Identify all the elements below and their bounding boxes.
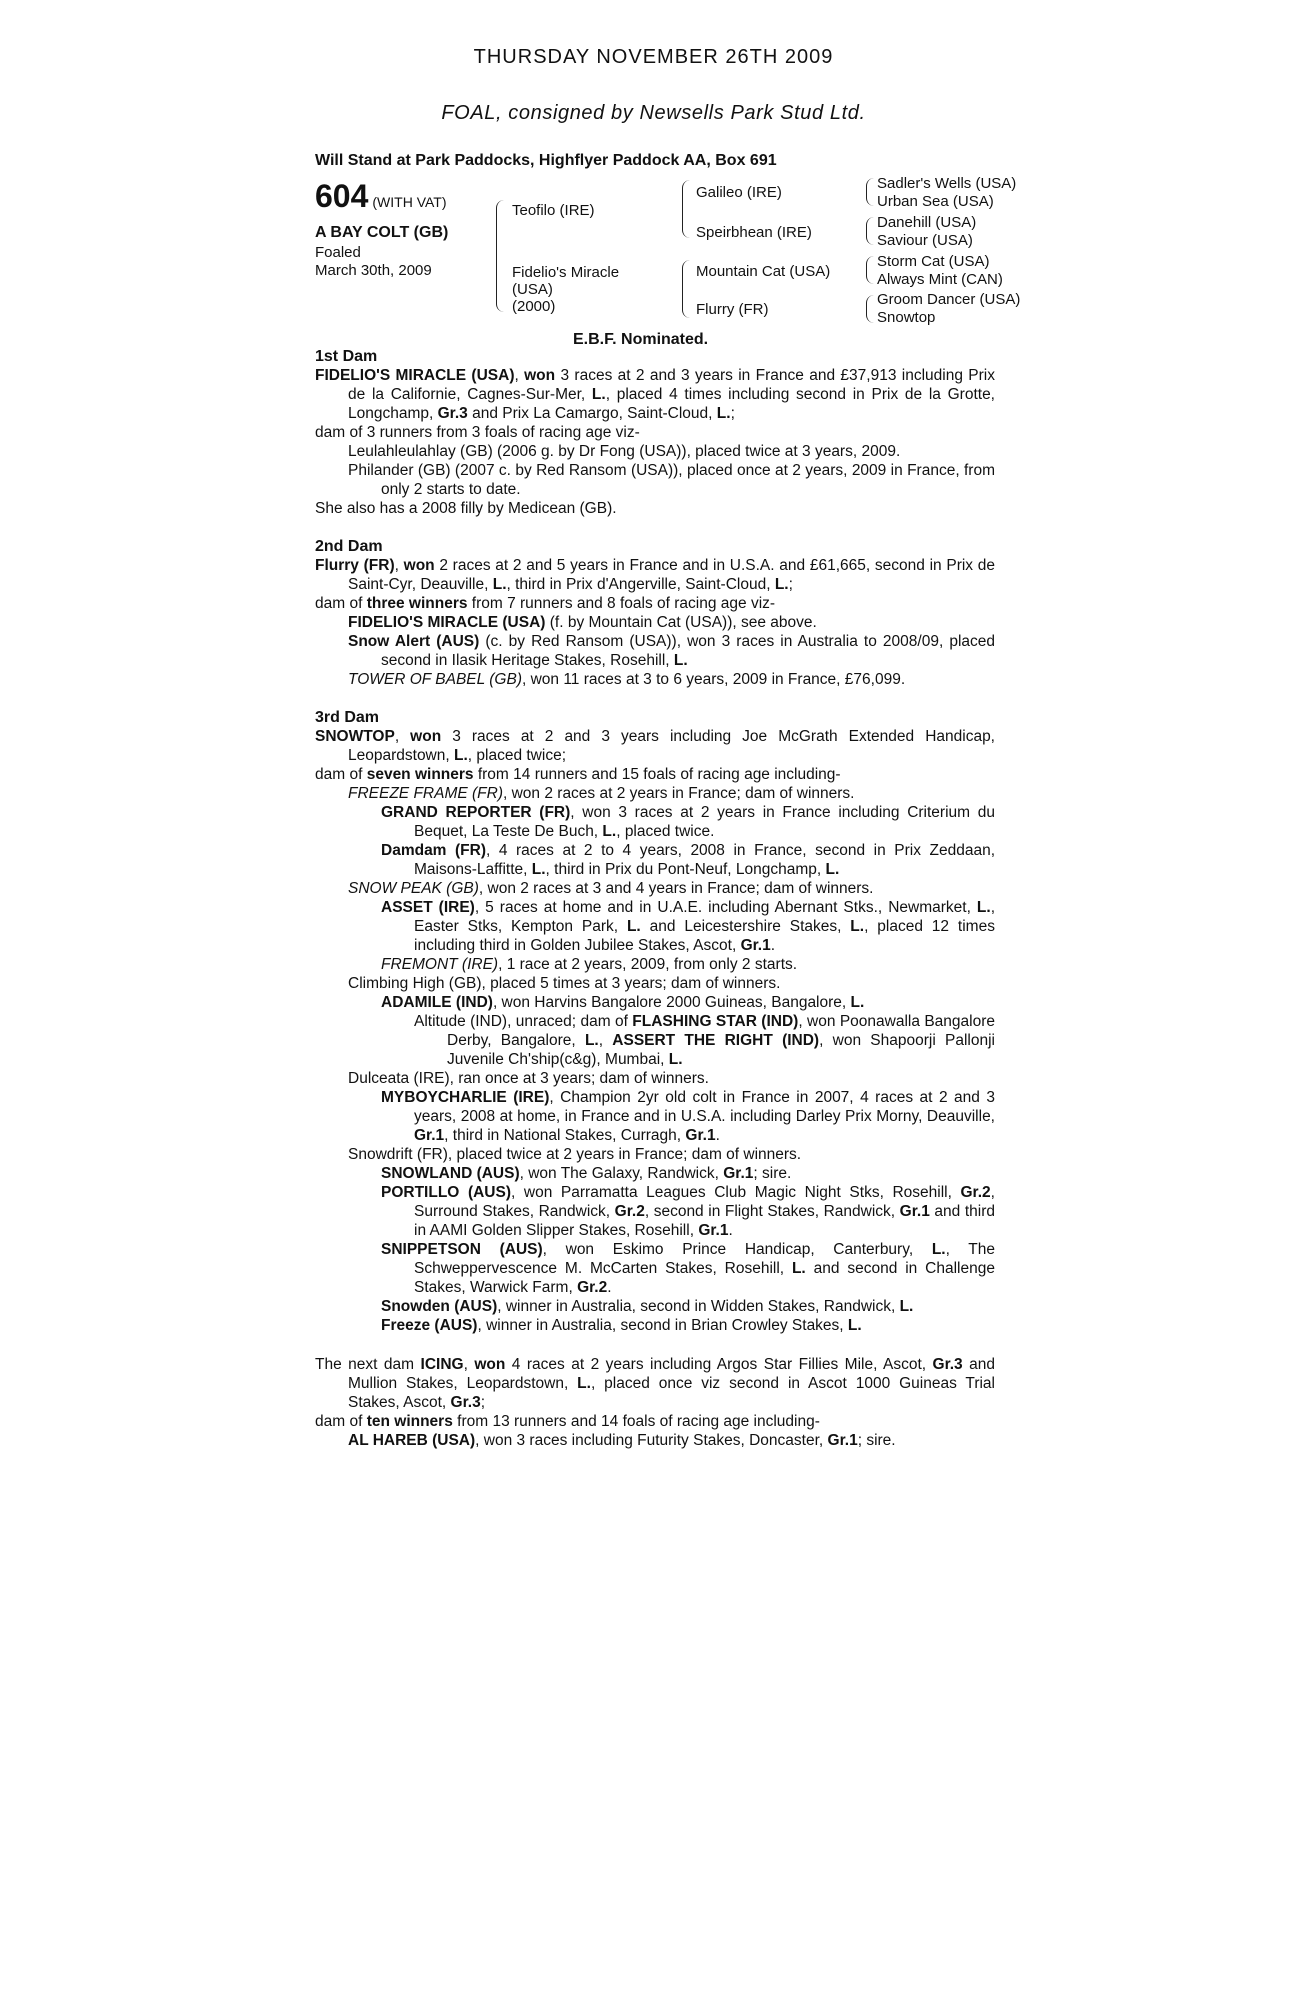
produce-text: , The Schweppervescence M. McCarten Stakes, Rosehill,	[414, 1241, 996, 1277]
produce-text: and second in Challenge Stakes, Warwick Farm,	[414, 1260, 995, 1296]
record-text: , placed twice;	[467, 747, 566, 764]
produce-name: ASSET (IRE)	[381, 899, 475, 916]
produce-line: Dulceata (IRE), ran once at 3 years; dam of winners.	[348, 1070, 709, 1087]
group-mark: Gr.1	[685, 1127, 716, 1144]
ped-dds: Groom Dancer (USA)	[877, 291, 1021, 308]
produce-line	[315, 670, 995, 689]
produce-text: ,	[598, 1032, 613, 1049]
produce-name: SNIPPETSON (AUS)	[381, 1241, 543, 1258]
listed-mark: L.	[931, 1241, 946, 1258]
produce-name: FREMONT (IRE)	[381, 956, 499, 973]
lot-number-line	[315, 178, 447, 215]
winners-count: ten winners	[366, 1413, 453, 1430]
produce-text: , 4 races at 2 to 4 years, 2008 in France, second in Prix Zeddaan, Maisons-Laffitte,	[414, 842, 996, 878]
produce-line	[315, 1012, 995, 1069]
summary-text: from 13 runners and 14 foals of racing age including-	[452, 1413, 820, 1430]
ped-ddd: Snowtop	[877, 309, 936, 326]
produce-line	[315, 1297, 995, 1316]
brace-gen3-b	[866, 217, 875, 245]
produce-text: , won The Galaxy, Randwick,	[519, 1165, 724, 1182]
record-text: 4 races at 2 years including Argos Star Fillies Mile, Ascot,	[505, 1356, 933, 1373]
produce-text: and Leicestershire Stakes,	[640, 918, 851, 935]
foaled-date: March 30th, 2009	[315, 262, 432, 279]
produce-text: .	[728, 1222, 733, 1239]
produce-line	[315, 784, 995, 803]
ped-sire: Teofilo (IRE)	[512, 202, 595, 219]
produce-line: Philander (GB) (2007 c. by Red Ransom (USA)), placed once at 2 years, 2009 in France, from only 2 starts to date.	[348, 462, 995, 498]
foaled-label: Foaled	[315, 244, 361, 261]
produce-text: , Easter Stks, Kempton Park,	[414, 899, 995, 935]
third-dam-record: SNOWTOP, won 3 races at 2 and 3 years including Joe McGrath Extended Handicap, Leopardstown, L., placed twice;	[315, 728, 995, 764]
won-label: won	[410, 728, 442, 745]
group-mark: Gr.2	[960, 1184, 991, 1201]
third-dam-name: SNOWTOP	[315, 728, 395, 745]
second-dam-record: Flurry (FR), won 2 races at 2 and 5 years in France and in U.S.A. and £61,665, second in Prix de Saint-Cyr, Deauville, L., third in Prix d'Angerville, Saint-Cloud, L.;	[315, 557, 995, 593]
record-text: 2 races at 2 and 5 years in France and in U.S.A. and £61,665, second in Prix de Saint-Cyr, Deauville,	[348, 557, 995, 593]
brace-gen3-d	[866, 295, 875, 323]
listed-mark: L.	[577, 1375, 591, 1392]
produce-text: , Surround Stakes, Randwick,	[414, 1184, 995, 1220]
produce-name: FIDELIO'S MIRACLE (USA)	[348, 614, 546, 631]
record-text: , placed 4 times including second in Prix de la Grotte, Longchamp,	[348, 386, 995, 422]
group-mark: Gr.3	[450, 1394, 481, 1411]
produce-name: AL HAREB (USA)	[348, 1432, 476, 1449]
consignor-line: FOAL, consigned by Newsells Park Stud Ltd.	[441, 102, 866, 124]
produce-name: ADAMILE (IND)	[381, 994, 493, 1011]
produce-text: , winner in Australia, second in Brian Crowley Stakes,	[477, 1317, 848, 1334]
produce-line	[315, 1164, 995, 1183]
brace-gen3-a	[866, 178, 875, 206]
won-label: won	[474, 1356, 506, 1373]
produce-name: SNOW PEAK (GB)	[348, 880, 479, 897]
produce-line	[315, 1088, 995, 1145]
summary-text: dam of	[315, 1413, 367, 1430]
produce-line	[315, 632, 995, 670]
winners-count: three winners	[366, 595, 468, 612]
ped-sdd: Saviour (USA)	[877, 232, 973, 249]
produce-line	[315, 1431, 995, 1450]
produce-line	[315, 803, 995, 841]
listed-mark: L.	[668, 1051, 683, 1068]
produce-text: , won Parramatta Leagues Club Magic Night Stks, Rosehill,	[511, 1184, 961, 1201]
listed-mark: L.	[976, 899, 991, 916]
produce-note: She also has a 2008 filly by Medicean (GB).	[315, 500, 617, 517]
ped-sire-dam: Speirbhean (IRE)	[696, 224, 812, 241]
listed-mark: L.	[850, 918, 865, 935]
produce-text: (c. by Red Ransom (USA)), won 3 races in Australia to 2008/09, placed second in Ilasik Heritage Stakes, Rosehill,	[381, 633, 995, 669]
ebf-nominated: E.B.F. Nominated.	[573, 331, 709, 348]
produce-line	[315, 898, 995, 955]
produce-text: and third in AAMI Golden Slipper Stakes, Rosehill,	[414, 1203, 995, 1239]
fourth-dam-produce-summary	[315, 1412, 995, 1431]
second-dam-section	[315, 537, 995, 689]
produce-line	[315, 1183, 995, 1240]
ped-sds: Danehill (USA)	[877, 214, 977, 231]
group-mark: Gr.1	[723, 1165, 754, 1182]
won-label: won	[403, 557, 435, 574]
fourth-dam-section	[315, 1355, 995, 1450]
record-text: The next dam	[315, 1356, 421, 1373]
produce-line	[315, 1240, 995, 1297]
produce-text: , placed 12 times including third in Golden Jubilee Stakes, Ascot,	[414, 918, 995, 954]
record-text: and Mullion Stakes, Leopardstown,	[348, 1356, 995, 1392]
produce-text: (f. by Mountain Cat (USA)), see above.	[545, 614, 817, 631]
record-text: ,	[463, 1356, 475, 1373]
vat-note: (WITH VAT)	[372, 194, 447, 210]
produce-name: FREEZE FRAME (FR)	[348, 785, 503, 802]
first-dam-name: FIDELIO'S MIRACLE (USA)	[315, 367, 515, 384]
foaled-info	[315, 244, 475, 280]
first-dam-record: FIDELIO'S MIRACLE (USA), won 3 races at 2 and 3 years in France and £37,913 including Prix de la Californie, Cagnes-Sur-Mer, L., placed 4 times including second in Prix de la Grotte, Longchamp, Gr.3 and Prix La Camargo, Saint-Cloud, L.;	[315, 367, 995, 422]
produce-name: Snow Alert (AUS)	[348, 633, 480, 650]
fourth-dam-record	[315, 1355, 995, 1412]
ped-dam-sire: Mountain Cat (USA)	[696, 263, 831, 280]
ped-sss: Sadler's Wells (USA)	[877, 175, 1017, 192]
ped-sire-sire: Galileo (IRE)	[696, 184, 782, 201]
listed-mark: L.	[584, 1032, 599, 1049]
ped-dsd: Always Mint (CAN)	[877, 271, 1003, 288]
produce-line	[315, 993, 995, 1012]
first-dam-section	[315, 347, 995, 518]
produce-line	[315, 613, 995, 632]
listed-mark: L.	[531, 861, 546, 878]
produce-text: ; sire.	[753, 1165, 792, 1182]
record-text: and Prix La Camargo, Saint-Cloud,	[467, 405, 717, 422]
brace-gen2-sire	[682, 180, 691, 238]
produce-name: SNOWLAND (AUS)	[381, 1165, 520, 1182]
produce-name: GRAND REPORTER (FR)	[381, 804, 571, 821]
produce-text: , placed twice.	[616, 823, 715, 840]
produce-text: , second in Flight Stakes, Randwick,	[644, 1203, 900, 1220]
group-mark: Gr.3	[437, 405, 468, 422]
produce-text: , third in Prix du Pont-Neuf, Longchamp,	[545, 861, 826, 878]
record-text: ;	[788, 576, 793, 593]
record-text: ;	[730, 405, 735, 422]
listed-mark: L.	[899, 1298, 914, 1315]
listed-mark: L.	[626, 918, 641, 935]
summary-text: dam of	[315, 766, 367, 783]
produce-name: TOWER OF BABEL (GB)	[348, 671, 522, 688]
third-dam-produce-summary	[315, 765, 995, 784]
sale-date-header: THURSDAY NOVEMBER 26TH 2009	[473, 46, 834, 68]
second-dam-produce-summary	[315, 594, 995, 613]
group-mark: Gr.2	[614, 1203, 645, 1220]
second-dam-name: Flurry (FR)	[315, 557, 395, 574]
listed-mark: L.	[591, 386, 606, 403]
third-dam-section	[315, 708, 995, 1335]
produce-line: Leulahleulahlay (GB) (2006 g. by Dr Fong (USA)), placed twice at 3 years, 2009.	[348, 443, 901, 460]
summary-text: from 14 runners and 15 foals of racing age including-	[473, 766, 841, 783]
produce-text: , third in National Stakes, Curragh,	[444, 1127, 686, 1144]
listed-mark: L.	[791, 1260, 806, 1277]
fourth-dam-name: ICING	[420, 1356, 464, 1373]
first-dam-produce-summary: dam of 3 runners from 3 foals of racing age viz-	[315, 424, 640, 441]
record-text: ;	[480, 1394, 486, 1411]
lot-description: A BAY COLT (GB)	[315, 224, 449, 241]
group-mark: Gr.1	[899, 1203, 930, 1220]
produce-text: , 1 race at 2 years, 2009, from only 2 starts.	[498, 956, 798, 973]
produce-text: , won 3 races including Futurity Stakes, Doncaster,	[475, 1432, 828, 1449]
ped-dam-country: (USA)	[512, 281, 553, 298]
produce-text: , won Harvins Bangalore 2000 Guineas, Bangalore,	[492, 994, 851, 1011]
produce-text: , winner in Australia, second in Widden Stakes, Randwick,	[497, 1298, 900, 1315]
produce-text: , won Shapoorji Pallonji Juvenile Ch'ship(c&g), Mumbai,	[447, 1032, 995, 1068]
ped-dss: Storm Cat (USA)	[877, 253, 990, 270]
produce-line	[315, 879, 995, 898]
produce-text: , Champion 2yr old colt in France in 2007, 4 races at 2 and 3 years, 2008 at home, in France and in U.S.A. including Darley Prix Morny, Deauville,	[414, 1089, 995, 1125]
brace-gen1	[496, 200, 505, 312]
summary-text: from 7 runners and 8 foals of racing age viz-	[467, 595, 776, 612]
third-dam-heading: 3rd Dam	[315, 709, 380, 726]
brace-gen3-c	[866, 256, 875, 284]
ped-dam-year: (2000)	[512, 298, 556, 315]
brace-gen2-dam	[682, 260, 691, 318]
produce-line: Climbing High (GB), placed 5 times at 3 years; dam of winners.	[348, 975, 781, 992]
produce-line	[315, 1316, 995, 1335]
produce-line	[315, 955, 995, 974]
group-mark: Gr.3	[932, 1356, 963, 1373]
produce-text: .	[770, 937, 776, 954]
winners-count: seven winners	[366, 766, 474, 783]
produce-name: FLASHING STAR (IND)	[632, 1013, 799, 1030]
group-mark: Gr.1	[698, 1222, 729, 1239]
summary-text: dam of	[315, 595, 367, 612]
ped-dam-dam: Flurry (FR)	[696, 301, 769, 318]
second-dam-heading: 2nd Dam	[315, 538, 383, 555]
produce-text: Altitude (IND), unraced; dam of	[414, 1013, 633, 1030]
group-mark: Gr.1	[740, 937, 771, 954]
produce-text: , 5 races at home and in U.A.E. including Abernant Stks., Newmarket,	[474, 899, 977, 916]
listed-mark: L.	[602, 823, 617, 840]
listed-mark: L.	[492, 576, 507, 593]
record-text: 3 races at 2 and 3 years in France and £37,913 including Prix de la Californie, Cagnes-Sur-Mer,	[348, 367, 995, 403]
listed-mark: L.	[673, 652, 688, 669]
first-dam-heading: 1st Dam	[315, 348, 378, 365]
produce-text: , won 2 races at 3 and 4 years in France; dam of winners.	[478, 880, 874, 897]
produce-name: ASSERT THE RIGHT (IND)	[612, 1032, 820, 1049]
group-mark: Gr.2	[577, 1279, 608, 1296]
ped-ssd: Urban Sea (USA)	[877, 193, 994, 210]
produce-line: Snowdrift (FR), placed twice at 2 years in France; dam of winners.	[348, 1146, 802, 1163]
produce-text: , won 2 races at 2 years in France; dam of winners.	[503, 785, 855, 802]
won-label: won	[524, 367, 556, 384]
listed-mark: L.	[850, 994, 865, 1011]
produce-line	[315, 841, 995, 879]
produce-name: Snowden (AUS)	[381, 1298, 498, 1315]
ped-dam	[512, 264, 619, 315]
produce-text: , won 3 races at 2 years in France including Criterium du Bequet, La Teste De Buch,	[414, 804, 995, 840]
produce-text: , won Poonawalla Bangalore Derby, Bangalore,	[447, 1013, 995, 1049]
record-text: 3 races at 2 and 3 years including Joe McGrath Extended Handicap, Leopardstown,	[348, 728, 995, 764]
produce-name: PORTILLO (AUS)	[381, 1184, 511, 1201]
record-text: , placed once viz second in Ascot 1000 Guineas Trial Stakes, Ascot,	[348, 1375, 995, 1411]
produce-text: , won 11 races at 3 to 6 years, 2009 in France, £76,099.	[521, 671, 906, 688]
produce-name: Freeze (AUS)	[381, 1317, 478, 1334]
group-mark: Gr.1	[414, 1127, 445, 1144]
record-text: , third in Prix d'Angerville, Saint-Cloud,	[506, 576, 775, 593]
produce-text: , won Eskimo Prince Handicap, Canterbury,	[542, 1241, 932, 1258]
stand-location: Will Stand at Park Paddocks, Highflyer Paddock AA, Box 691	[315, 152, 777, 169]
lot-number: 604	[315, 178, 369, 214]
group-mark: Gr.1	[827, 1432, 858, 1449]
listed-mark: L.	[716, 405, 731, 422]
produce-name: Damdam (FR)	[381, 842, 486, 859]
listed-mark: L.	[825, 861, 840, 878]
produce-text: .	[607, 1279, 612, 1296]
listed-mark: L.	[454, 747, 468, 764]
listed-mark: L.	[847, 1317, 862, 1334]
listed-mark: L.	[774, 576, 789, 593]
produce-name: MYBOYCHARLIE (IRE)	[381, 1089, 550, 1106]
produce-text: ; sire.	[857, 1432, 896, 1449]
produce-text: .	[715, 1127, 720, 1144]
ped-dam-name: Fidelio's Miracle	[512, 264, 620, 281]
